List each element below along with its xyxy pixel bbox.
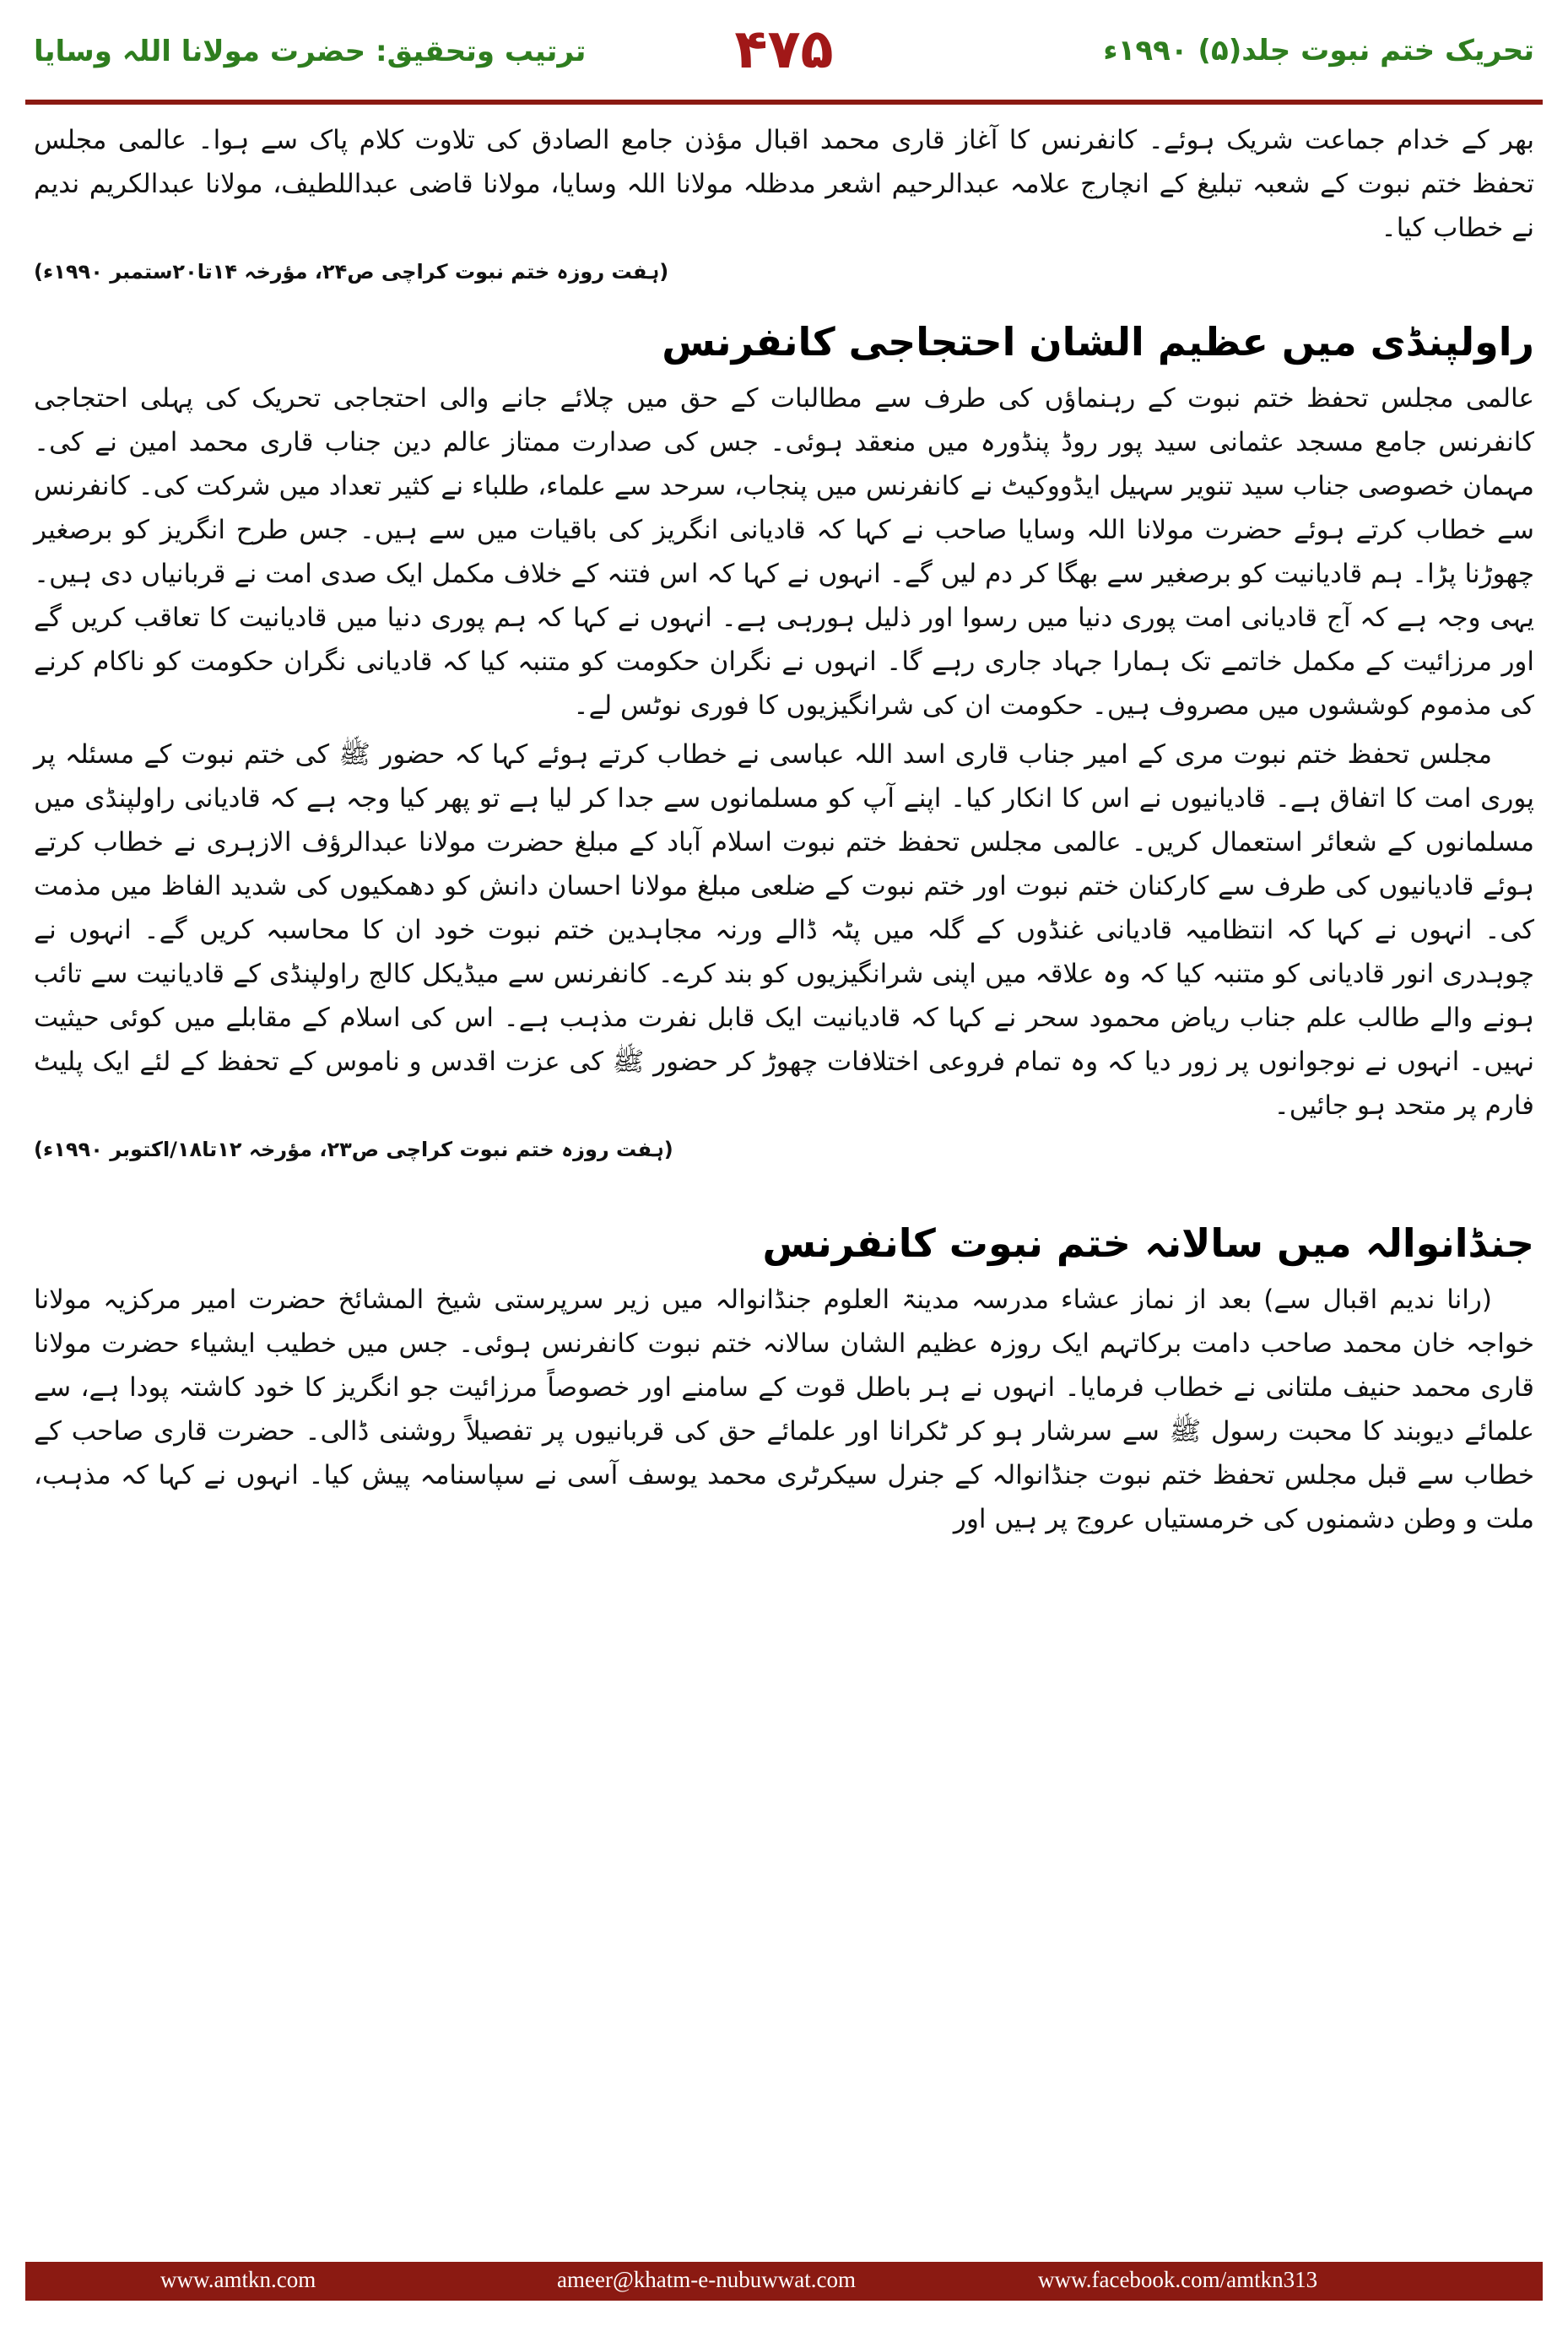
citation-text: (ہفت روزہ ختم نبوت کراچی ص۲۳، مؤرخہ ۱۲تا۱۸/اکتوبر ۱۹۹۰ء) <box>34 1138 673 1161</box>
citation <box>34 1133 1534 1166</box>
section-heading: راولپنڈی میں عظیم الشان احتجاجی کانفرنس <box>662 319 1534 365</box>
body-paragraph: (رانا ندیم اقبال سے) بعد از نماز عشاء مدرسہ مدینۃ العلوم جنڈانوالہ میں زیر سرپرستی شیخ المشائخ حضرت امیر مرکزیہ مولانا خواجہ خان محمد صاحب دامت برکاتہم ایک روزہ عظیم الشان سالانہ ختم نبوت کانفرنس ہوئی۔ جس میں خطیب ایشیاء حضرت مولانا قاری محمد حنیف ملتانی نے خطاب فرمایا۔ انہوں نے ہر باطل قوت کے سامنے اور خصوصاً مرزائیت جو انگریز کا خود کاشتہ پودا ہے، سے علمائے دیوبند کا محبت رسول ﷺ سے سرشار ہو کر ٹکرانا اور علمائے حق کی قربانیوں پر تفصیلاً روشنی ڈالی۔ حضرت قاری صاحب کے خطاب سے قبل مجلس تحفظ ختم نبوت جنڈانوالہ کے جنرل سیکرٹری محمد یوسف آسی نے سپاسنامہ پیش کیا۔ انہوں نے کہا کہ مذہب، ملت و وطن دشمنوں کی خرمستیاں عروج پر ہیں اور <box>34 1285 1534 1534</box>
facebook-link[interactable]: www.facebook.com/amtkn313 <box>1038 2267 1318 2292</box>
page-footer <box>0 2262 1568 2342</box>
article-body <box>34 118 1534 1546</box>
intro-paragraph: بھر کے خدام جماعت شریک ہوئے۔ کانفرنس کا آغاز قاری محمد اقبال مؤذن جامع الصادق کی تلاوت کلام پاک سے ہوا۔ عالمی مجلس تحفظ ختم نبوت کے شعبہ تبلیغ کے انچارج علامہ عبدالرحیم اشعر مدظلہ مولانا اللہ وسایا، مولانا قاضی عبداللطیف، مولانا عبدالکریم ندیم نے خطاب کیا۔ <box>34 125 1534 243</box>
citation <box>34 255 1534 289</box>
page-number: ۴۷۵ <box>734 19 834 81</box>
email-link[interactable]: ameer@khatm-e-nubuwwat.com <box>557 2267 856 2292</box>
page-header <box>0 0 1568 100</box>
compiler-credit: ترتیب وتحقیق: حضرت مولانا اللہ وسایا <box>34 35 587 68</box>
book-title: تحریک ختم نبوت جلد(۵) ۱۹۹۰ء <box>1103 34 1534 68</box>
body-paragraph: عالمی مجلس تحفظ ختم نبوت کے رہنماؤں کی طرف سے مطالبات کے حق میں چلائے جانے والی احتجاجی تحریک کی پہلی احتجاجی کانفرنس جامع مسجد عثمانی سید پور روڈ پنڈورہ میں منعقد ہوئی۔ جس کی صدارت ممتاز عالم دین جناب قاری محمد امین نے کی۔ مہمان خصوصی جناب سید تنویر سہیل ایڈووکیٹ نے کانفرنس میں پنجاب، سرحد سے علماء، طلباء نے کثیر تعداد میں شرکت کی۔ کانفرنس سے خطاب کرتے ہوئے حضرت مولانا اللہ وسایا صاحب نے کہا کہ قادیانی انگریز کی باقیات میں سے ہیں۔ جس طرح انگریز کو برصغیر چھوڑنا پڑا۔ ہم قادیانیت کو برصغیر سے بھگا کر دم لیں گے۔ انہوں نے کہا کہ اس فتنہ کے خلاف مکمل ایک صدی امت نے قربانیاں دی ہیں۔ یہی وجہ ہے کہ آج قادیانی امت پوری دنیا میں رسوا اور ذلیل ہورہی ہے۔ انہوں نے کہا کہ ہم پوری دنیا میں قادیانیت کا تعاقب کریں گے اور مرزائیت کے مکمل خاتمے تک ہمارا جہاد جاری رہے گا۔ انہوں نے نگران حکومت کو متنبہ کیا کہ قادیانی نگران حکومت کو ناکام کرنے کی مذموم کوششوں میں مصروف ہیں۔ حکومت ان کی شرانگیزیوں کا فوری نوٹس لے۔ <box>34 383 1534 721</box>
body-paragraph: مجلس تحفظ ختم نبوت مری کے امیر جناب قاری اسد اللہ عباسی نے خطاب کرتے ہوئے کہا کہ حضور ﷺ کی ختم نبوت کے مسئلہ پر پوری امت کا اتفاق ہے۔ قادیانیوں نے اس کا انکار کیا۔ اپنے آپ کو مسلمانوں سے جدا کر لیا ہے تو پھر کیا وجہ ہے کہ قادیانی راولپنڈی میں مسلمانوں کے شعائر استعمال کریں۔ عالمی مجلس تحفظ ختم نبوت اسلام آباد کے مبلغ حضرت مولانا عبدالرؤف الازہری نے خطاب کرتے ہوئے قادیانیوں کی طرف سے کارکنان ختم نبوت اور ختم نبوت کے ضلعی مبلغ مولانا احسان دانش کو دھمکیوں کی شدید الفاظ میں مذمت کی۔ انہوں نے کہا کہ انتظامیہ قادیانی غنڈوں کے گلہ میں پٹہ ڈالے ورنہ مجاہدین ختم نبوت خود ان کا محاسبہ کریں گے۔ انہوں نے چوہدری انور قادیانی کو متنبہ کیا کہ وہ علاقہ میں اپنی شرانگیزیوں کو بند کرے۔ کانفرنس سے میڈیکل کالج راولپنڈی کے قادیانیت سے تائب ہونے والے طالب علم جناب ریاض محمود سحر نے کہا کہ قادیانیت ایک قابل نفرت مذہب ہے۔ اس کی اسلام کے مقابلے میں کوئی حیثیت نہیں۔ انہوں نے نوجوانوں پر زور دیا کہ وہ تمام فروعی اختلافات چھوڑ کر حضور ﷺ کی عزت اقدس و ناموس کے تحفظ کے لئے ایک پلیٹ فارم پر متحد ہو جائیں۔ <box>34 739 1534 1121</box>
section-heading: جنڈانوالہ میں سالانہ ختم نبوت کانفرنس <box>762 1220 1534 1266</box>
header-divider <box>25 100 1543 105</box>
website-link[interactable]: www.amtkn.com <box>160 2267 316 2292</box>
citation-text: (ہفت روزہ ختم نبوت کراچی ص۲۴، مؤرخہ ۱۴تا۲۰ستمبر ۱۹۹۰ء) <box>34 260 669 284</box>
